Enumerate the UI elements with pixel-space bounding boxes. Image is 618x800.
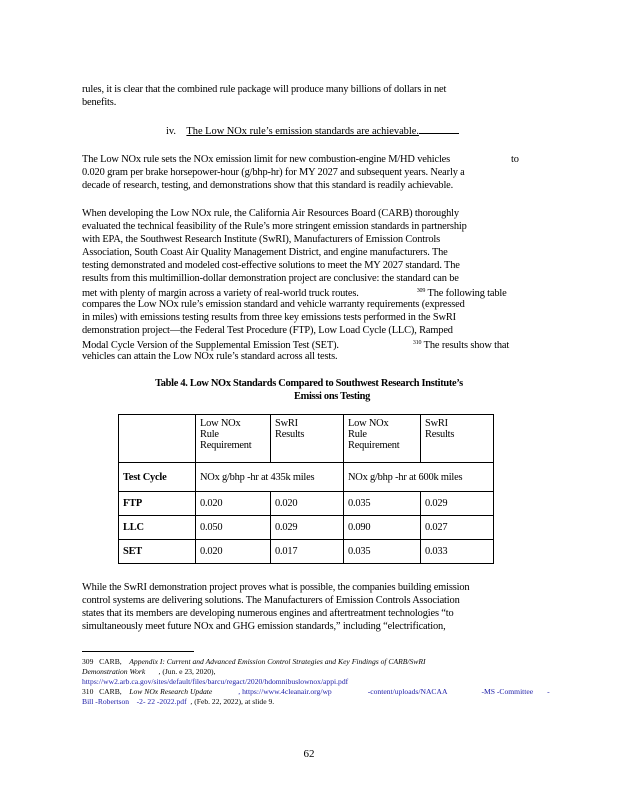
row-label: LLC [119,516,196,540]
unit-cell: NOx g/bhp -hr at 435k miles [196,463,344,492]
table-cell: 0.020 [196,492,271,516]
footnote-ref-310[interactable]: 310 [412,340,422,346]
body-line: with EPA, the Southwest Research Institute (SwRI), Manufacturers of Emission Controls [82,234,440,245]
footnote-309 [82,657,426,667]
table-cell: 0.020 [196,540,271,564]
footnote-number: 309 [82,657,94,666]
footnote-link[interactable]: , https://www.4cleanair.org/wp [238,687,332,696]
table-caption-line2: Emissi ons Testing [293,391,371,402]
section-heading [166,124,459,137]
body-line: evaluated the technical feasibility of the Rule’s more stringent emission standards in partnership [82,221,467,232]
footnote-separator [82,651,194,652]
body-text: The following table [427,288,507,299]
body-line: While the SwRI demonstration project proves what is possible, the companies building emission [82,582,470,593]
row-label: Test Cycle [119,463,196,492]
table-cell: 0.017 [271,540,344,564]
table-row [119,492,494,516]
header-text: Low NOx [348,418,389,429]
footnote-title: Appendix I: Current and Advanced Emission Control Strategies and Key Findings of CARB/SwRI [129,657,426,666]
header-text: Low NOx [200,418,241,429]
table-cell: 0.090 [344,516,421,540]
table-caption-line1: Table 4. Low NOx Standards Compared to Southwest Research Institute’s [155,378,463,389]
footnote-309-line3 [82,677,348,687]
table-header-cell [271,415,344,463]
table-row [119,463,494,492]
table-cell: 0.033 [421,540,494,564]
header-text: SwRI [275,418,298,429]
header-text: Rule [348,429,367,440]
footnote-link[interactable]: https://ww2.arb.ca.gov/sites/default/files/barcu/regact/2020/hdomnibuslownox/appi.pdf [82,677,349,686]
table-cell: 0.029 [421,492,494,516]
footnote-text: , (Jun. e 23, 2020), [158,667,216,676]
footnote-title: Demonstration Work [82,667,146,676]
table-header-cell [421,415,494,463]
body-line: When developing the Low NOx rule, the California Air Resources Board (CARB) thoroughly [82,208,459,219]
body-text: met with plenty of margin across a variety of real-world truck routes. [82,288,359,299]
body-line: simultaneously meet future NOx and GHG emission standards,” including “electrification, [82,621,446,632]
footnote-309-line2 [82,667,215,677]
table-cell: 0.027 [421,516,494,540]
body-line: control systems are delivering solutions. The Manufacturers of Emission Controls Association [82,595,460,606]
body-line: in miles) with emissions testing results from three key emissions tests performed in the SwRI [82,312,456,323]
table-row [119,516,494,540]
header-text: Requirement [200,440,252,451]
body-line: states that its members are developing numerous engines and aftertreatment technologies “to [82,608,454,619]
footnote-text: CARB, [99,687,122,696]
table-cell: 0.020 [271,492,344,516]
heading-underline-rule [419,124,459,134]
footnote-link[interactable]: -content/uploads/NACAA [367,687,448,696]
heading-text: The Low NOx rule’s emission standards are achievable. [186,126,419,137]
footnote-link[interactable]: - [547,687,550,696]
footnote-310 [82,687,550,697]
page-number: 62 [303,748,315,760]
footnote-link[interactable]: -2- 22 -2022.pdf [136,697,187,706]
body-line: decade of research, testing, and demonstrations show that this standard is readily achievable. [82,180,454,191]
footnote-ref-309[interactable]: 309 [416,288,426,294]
footnote-text: , (Feb. 22, 2022), at slide 9. [190,697,275,706]
header-text: Requirement [348,440,400,451]
body-line: The Low NOx rule sets the NOx emission limit for new combustion-engine M/HD vehicles [82,154,451,165]
footnote-number: 310 [82,687,94,696]
footnote-310-line2 [82,697,274,707]
body-line: results from this multimillion-dollar demonstration project are conclusive: the standard can be [82,273,459,284]
body-line: testing demonstrated and modeled cost-effective solutions to meet the MY 2027 standard. The [82,260,460,271]
header-text: SwRI [425,418,448,429]
row-label: SET [119,540,196,564]
body-text: Modal Cycle Version of the Supplemental Emission Test (SET). [82,340,339,351]
header-text: Results [425,429,455,440]
table-cell: 0.035 [344,540,421,564]
table-header-row [119,415,494,463]
table-header-cell [344,415,421,463]
footnote-link[interactable]: -MS -Committee [481,687,534,696]
body-text: The results show that [423,340,510,351]
table-cell: 0.035 [344,492,421,516]
table-cell: 0.050 [196,516,271,540]
body-line: benefits. [82,97,117,108]
table-row [119,540,494,564]
body-line: vehicles can attain the Low NOx rule’s standard across all tests. [82,351,338,362]
heading-number: iv. [166,126,177,137]
header-text: Rule [200,429,219,440]
body-line: Association, South Coast Air Quality Management District, and engine manufacturers. The [82,247,448,258]
footnote-link[interactable]: Bill -Robertson [82,697,130,706]
footnote-title: Low NOx Research Update [129,687,213,696]
body-line: rules, it is clear that the combined rule package will produce many billions of dollars in net [82,84,447,95]
table-header-cell [196,415,271,463]
table-cell: 0.029 [271,516,344,540]
body-line-tail: to [511,154,519,165]
footnote-text: CARB, [99,657,122,666]
body-line: 0.020 gram per brake horsepower-hour (g/bhp-hr) for MY 2027 and subsequent years. Nearly a [82,167,465,178]
header-text: Results [275,429,305,440]
body-line: demonstration project—the Federal Test Procedure (FTP), Low Load Cycle (LLC), Ramped [82,325,453,336]
comparison-table [118,414,494,564]
table-header-cell-empty [119,415,196,463]
body-line: compares the Low NOx rule’s emission standard and vehicle warranty requirements (expressed [82,299,465,310]
unit-cell: NOx g/bhp -hr at 600k miles [344,463,494,492]
row-label: FTP [119,492,196,516]
